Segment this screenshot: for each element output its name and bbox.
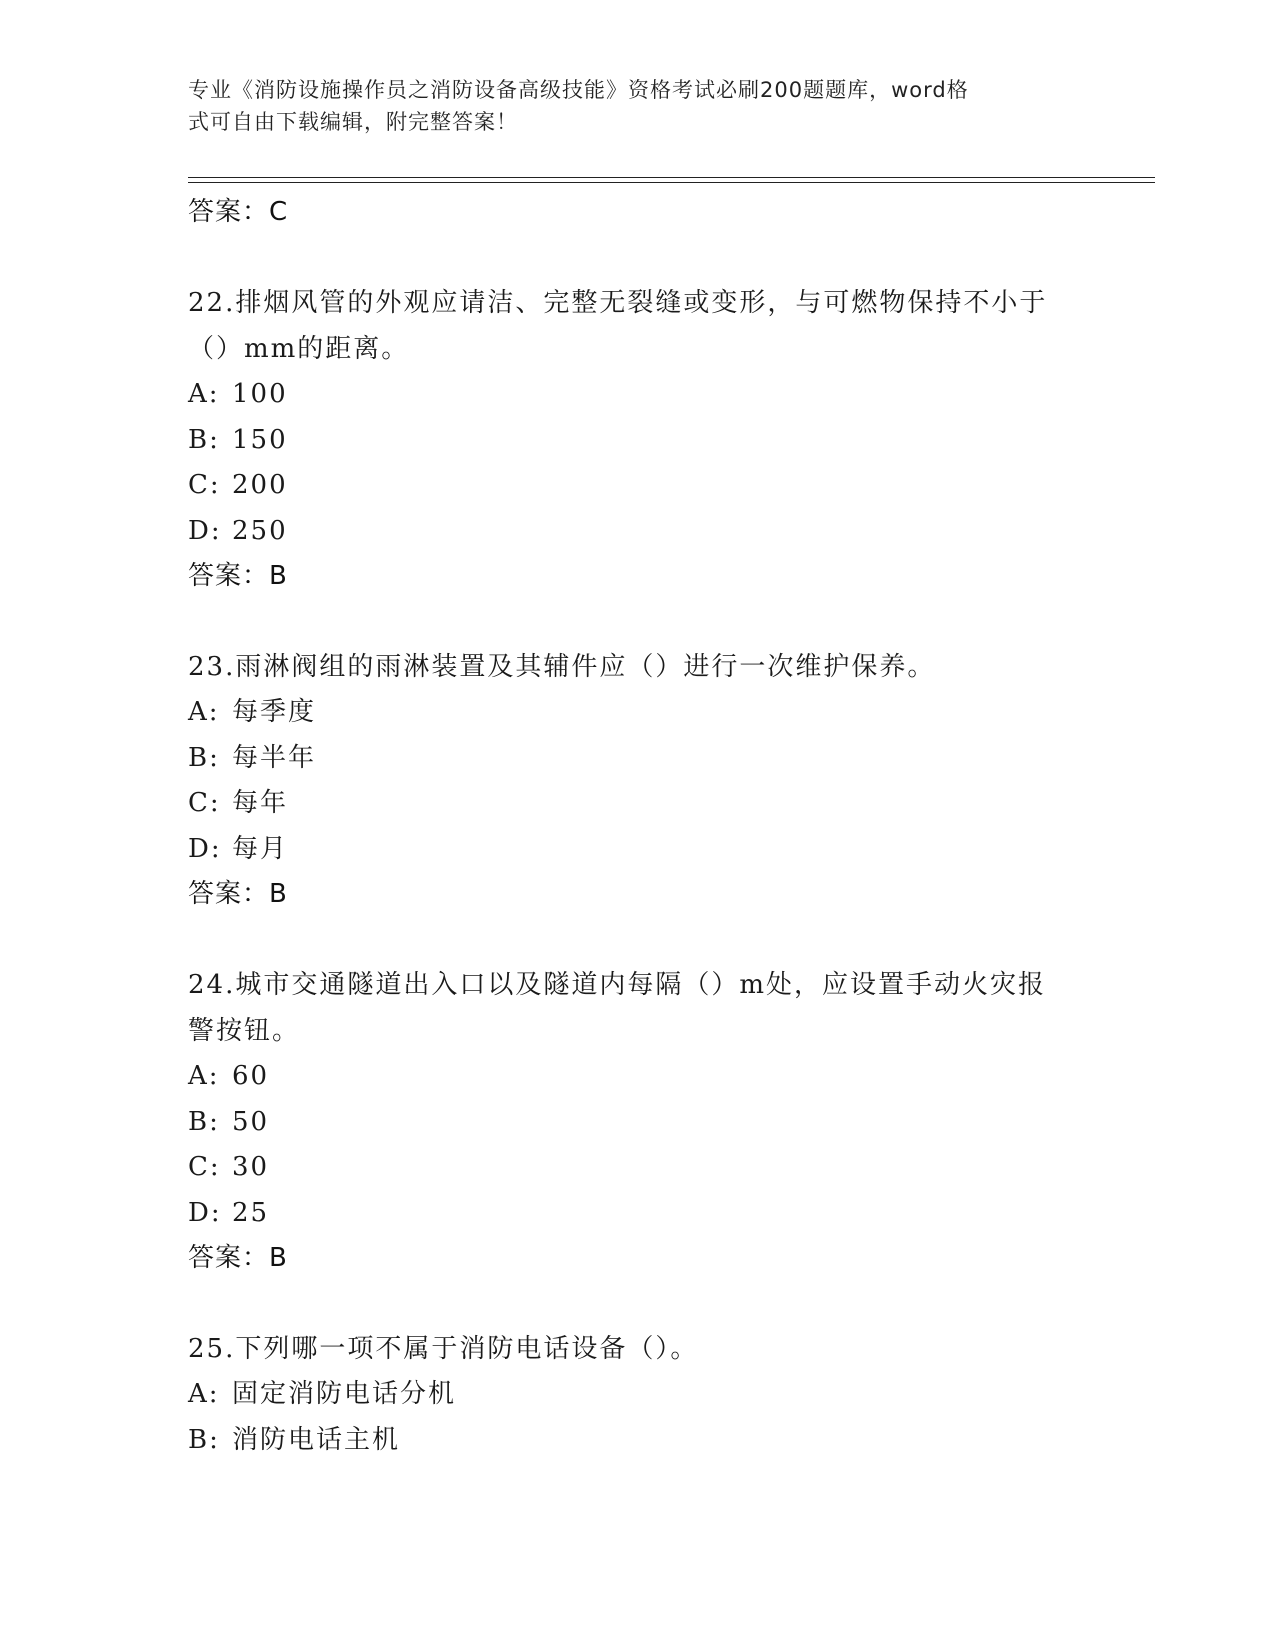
answer-line: 答案：B xyxy=(188,879,288,909)
option-key: A: xyxy=(188,1379,220,1409)
option-key: D: xyxy=(188,515,222,546)
option-text: 每半年 xyxy=(232,742,317,773)
option-d xyxy=(188,509,1088,555)
question-block xyxy=(188,962,1088,1280)
option-key: B: xyxy=(188,1106,220,1137)
option-text: 固定消防电话分机 xyxy=(232,1379,457,1409)
option-c xyxy=(188,781,1088,827)
option-b xyxy=(188,1100,1088,1146)
question-stem-line: 24.城市交通隧道出入口以及隧道内每隔（）m处，应设置手动火灾报 xyxy=(188,970,1047,1000)
option-text: 200 xyxy=(232,470,288,500)
answer-line: 答案：B xyxy=(188,561,288,591)
option-key: B: xyxy=(188,1424,220,1455)
question-stem-line: 25.下列哪一项不属于消防电话设备（）。 xyxy=(188,1334,699,1364)
option-text: 100 xyxy=(232,379,288,409)
option-a xyxy=(188,372,1088,418)
option-c xyxy=(188,463,1088,509)
option-a xyxy=(188,1372,1088,1418)
option-key: C: xyxy=(188,1152,221,1182)
question-stem-line: 23.雨淋阀组的雨淋装置及其辅件应（）进行一次维护保养。 xyxy=(188,652,936,682)
option-key: A: xyxy=(188,379,220,409)
header-line-2: 式可自由下载编辑，附完整答案！ xyxy=(188,110,518,134)
option-a xyxy=(188,1054,1088,1100)
option-text: 50 xyxy=(232,1106,270,1137)
option-key: D: xyxy=(188,833,222,864)
question-stem-line: （）mm的距离。 xyxy=(188,334,410,364)
option-c xyxy=(188,1145,1088,1191)
option-text: 每季度 xyxy=(232,697,317,727)
option-d xyxy=(188,1191,1088,1237)
option-text: 60 xyxy=(232,1061,270,1091)
option-key: B: xyxy=(188,424,220,455)
header-line-1: 专业《消防设施操作员之消防设备高级技能》资格考试必刷200题题库，word格 xyxy=(188,78,969,102)
option-key: C: xyxy=(188,788,221,818)
header-rule-bottom xyxy=(188,182,1155,183)
question-stem-line: 警按钮。 xyxy=(188,1016,301,1046)
option-b xyxy=(188,418,1088,464)
question-stem-line: 22.排烟风管的外观应请洁、完整无裂缝或变形，与可燃物保持不小于 xyxy=(188,288,1048,318)
option-key: A: xyxy=(188,1061,220,1091)
option-d xyxy=(188,827,1088,873)
option-b xyxy=(188,736,1088,782)
option-text: 25 xyxy=(232,1197,270,1228)
answer-line: 答案：B xyxy=(188,1243,288,1273)
option-text: 消防电话主机 xyxy=(232,1424,401,1455)
document-header xyxy=(188,74,1068,138)
option-key: C: xyxy=(188,470,221,500)
header-rule-top xyxy=(188,177,1155,178)
option-key: A: xyxy=(188,697,220,727)
option-b xyxy=(188,1418,1088,1464)
question-block xyxy=(188,280,1088,598)
option-text: 每月 xyxy=(232,833,289,864)
option-text: 150 xyxy=(232,424,288,455)
question-block xyxy=(188,644,1088,916)
option-a xyxy=(188,690,1088,736)
option-text: 30 xyxy=(232,1152,270,1182)
answer-line: 答案：C xyxy=(188,197,289,227)
option-text: 250 xyxy=(232,515,288,546)
option-key: D: xyxy=(188,1197,222,1228)
option-key: B: xyxy=(188,742,220,773)
question-list xyxy=(188,190,1088,1463)
question-block xyxy=(188,1326,1088,1463)
option-text: 每年 xyxy=(232,788,289,818)
